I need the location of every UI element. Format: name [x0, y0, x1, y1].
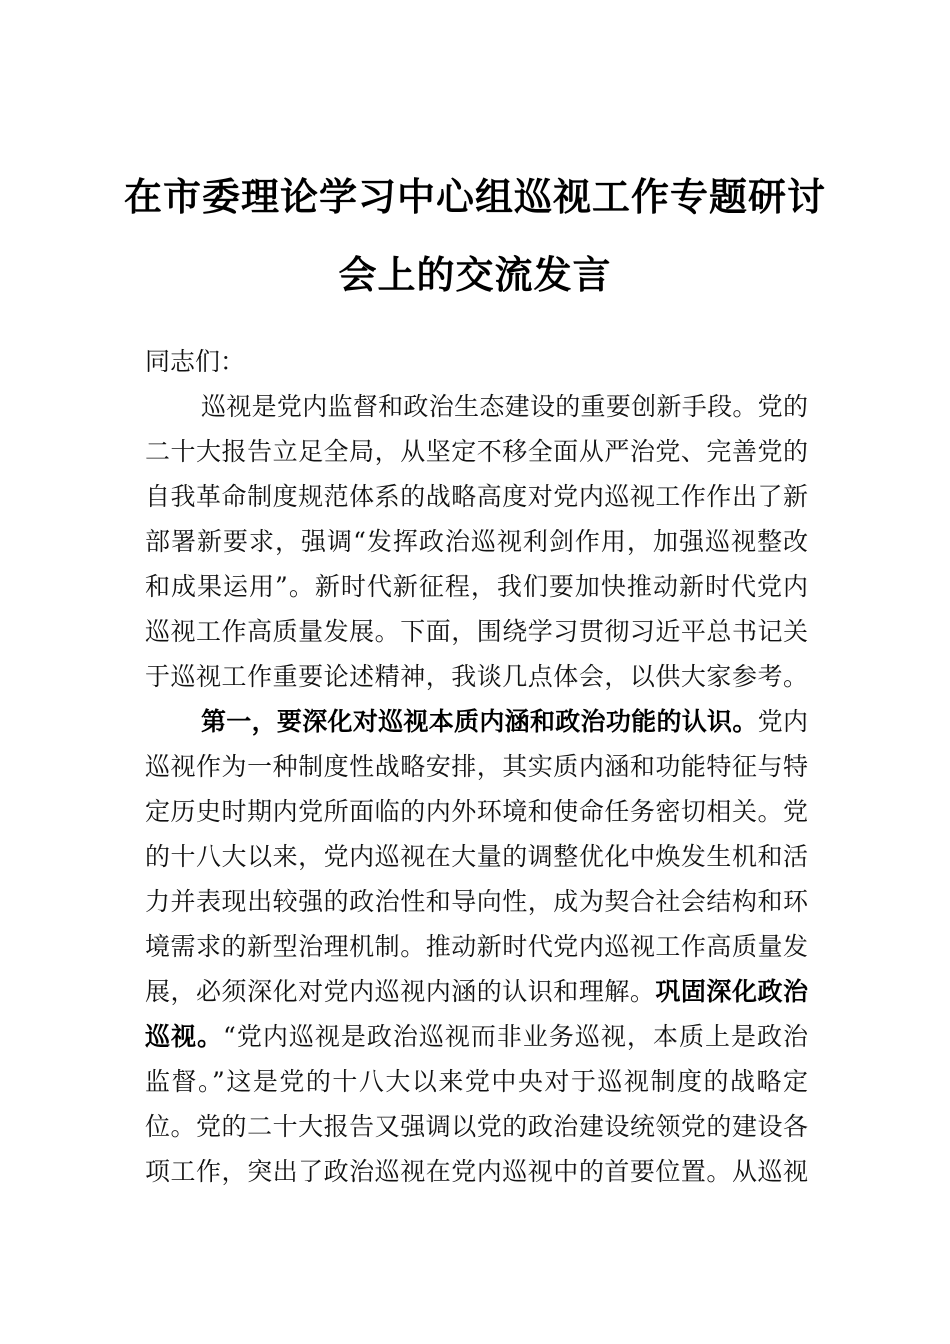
paragraph-line: 部署新要求，强调“发挥政治巡视利剑作用，加强巡视整改	[145, 527, 808, 556]
document-title-line-1: 在市委理论学习中心组巡视工作专题研讨	[123, 174, 826, 219]
paragraph-line: 力并表现出较强的政治性和导向性，成为契合社会结构和环	[145, 887, 808, 916]
paragraph-line: 和成果运用”。新时代新征程，我们要加快推动新时代党内	[145, 572, 808, 601]
paragraph-line: 定历史时期内党所面临的内外环境和使命任务密切相关。党	[145, 797, 808, 826]
subheading: 巡视。	[145, 1022, 224, 1051]
paragraph-line: 自我革命制度规范体系的战略高度对党内巡视工作作出了新	[145, 482, 808, 511]
paragraph-line: 项工作，突出了政治巡视在党内巡视中的首要位置。从巡视	[145, 1157, 808, 1186]
subheading: 巩固深化政治	[655, 977, 808, 1006]
paragraph-line: 巡视作为一种制度性战略安排，其实质内涵和功能特征与特	[145, 752, 808, 781]
paragraph-line	[145, 705, 808, 739]
paragraph-line: 巡视是党内监督和政治生态建设的重要创新手段。党的	[201, 392, 808, 421]
paragraph-line: 巡视工作高质量发展。下面，围绕学习贯彻习近平总书记关	[145, 617, 808, 646]
text-segment: 党内	[757, 707, 808, 736]
paragraph-line: 境需求的新型治理机制。推动新时代党内巡视工作高质量发	[145, 932, 808, 961]
paragraph-line	[145, 1020, 808, 1054]
paragraph-line: 二十大报告立足全局，从坚定不移全面从严治党、完善党的	[145, 437, 808, 466]
paragraph-line	[145, 975, 808, 1009]
paragraph-line: 监督。”这是党的十八大以来党中央对于巡视制度的战略定	[145, 1067, 808, 1096]
text-segment: “党内巡视是政治巡视而非业务巡视，本质上是政治	[223, 1022, 808, 1051]
document-title-line-2: 会上的交流发言	[338, 252, 612, 297]
section-heading: 第一，要深化对巡视本质内涵和政治功能的认识。	[201, 707, 758, 736]
text-segment: 展，必须深化对党内巡视内涵的认识和理解。	[145, 977, 656, 1006]
paragraph-line: 的十八大以来，党内巡视在大量的调整优化中焕发生机和活	[145, 842, 808, 871]
paragraph-line: 于巡视工作重要论述精神，我谈几点体会，以供大家参考。	[145, 662, 808, 691]
salutation: 同志们：	[145, 347, 246, 376]
paragraph-line: 位。党的二十大报告又强调以党的政治建设统领党的建设各	[145, 1112, 808, 1141]
